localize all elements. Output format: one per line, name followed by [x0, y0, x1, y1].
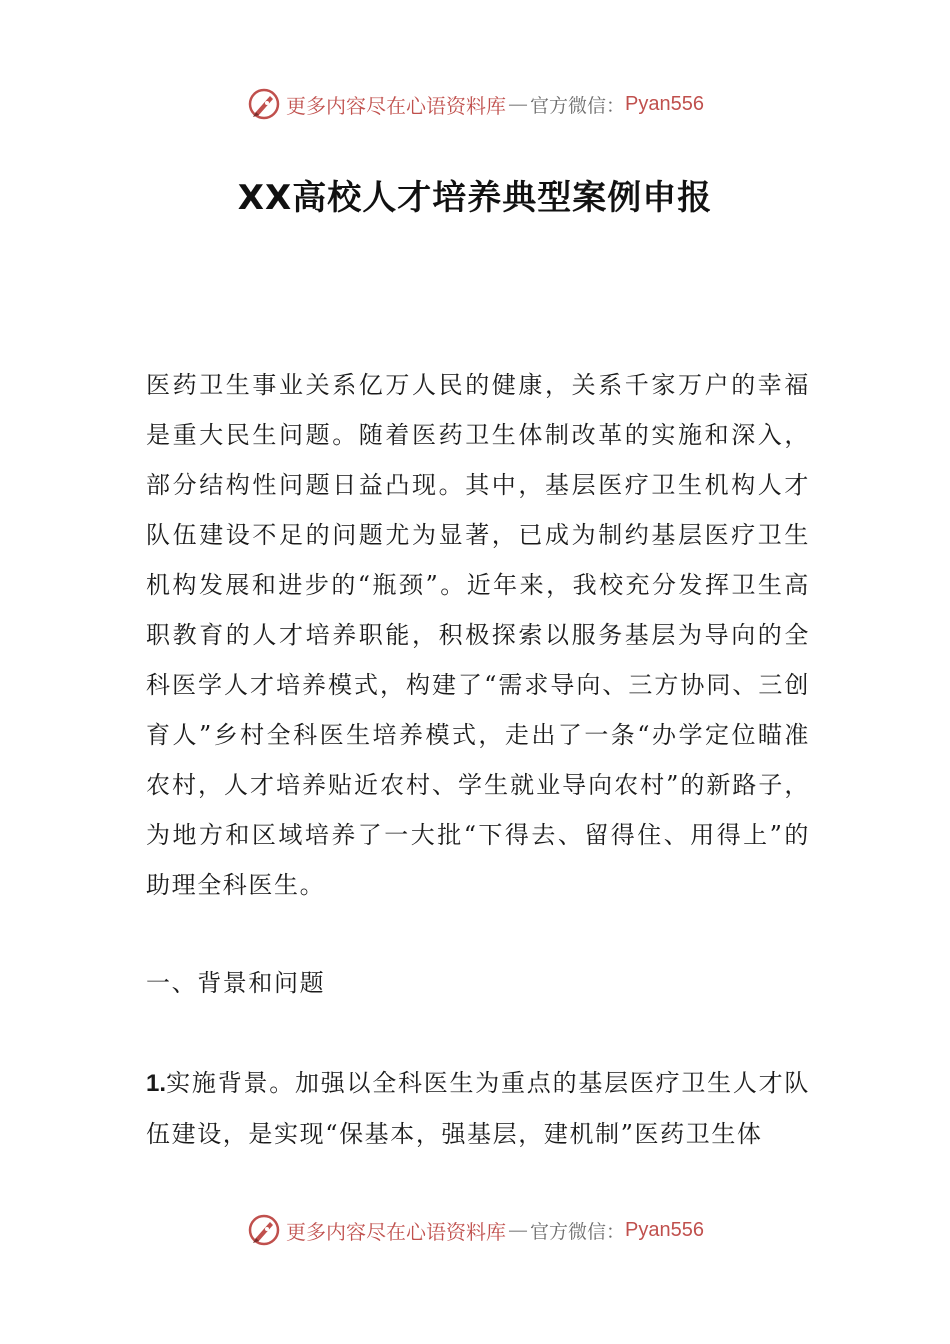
watermark-separator: — — [508, 1218, 528, 1242]
section-heading: 一、背景和问题 — [146, 969, 326, 997]
watermark-text: 更多内容尽在心语资料库 — [286, 93, 506, 118]
watermark-id: Pyan556 — [625, 1218, 704, 1241]
watermark-header — [0, 82, 950, 126]
intro-paragraph: 医药卫生事业关系亿万人民的健康，关系千家万户的幸福是重大民生问题。随着医药卫生体制改革的实施和深入，部分结构性问题日益凸现。其中，基层医疗卫生机构人才队伍建设不足的问题尤为显著，已成为制约基层医疗卫生机构发展和进步的“瓶颈”。近年来，我校充分发挥卫生高职教育的人才培养职能，积极探索以服务基层为导向的全科医学人才培养模式，构建了“需求导向、三方协同、三创育人”乡村全科医生培养模式，走出了一条“办学定位瞄准农村，人才培养贴近农村、学生就业导向农村”的新路子，为地方和区域培养了一大批“下得去、留得住、用得上”的助理全科医生。 — [146, 371, 810, 899]
paragraph-text: 实施背景。加强以全科医生为重点的基层医疗卫生人才队伍建设，是实现“保基本，强基层，建机制”医药卫生体 — [146, 1069, 810, 1148]
watermark-separator: — — [508, 92, 528, 116]
watermark-id: Pyan556 — [625, 92, 704, 115]
paragraph-number: 1. — [146, 1070, 167, 1097]
watermark-text: 更多内容尽在心语资料库 — [286, 1219, 506, 1244]
watermark-footer — [0, 1208, 950, 1252]
watermark-label: 官方微信： — [530, 94, 626, 117]
background-paragraph — [146, 1058, 810, 1159]
watermark-label: 官方微信： — [530, 1220, 626, 1243]
pen-logo-icon — [246, 1212, 282, 1248]
pen-logo-icon — [246, 86, 282, 122]
document-title: XX高校人才培养典型案例申报 — [237, 178, 713, 218]
